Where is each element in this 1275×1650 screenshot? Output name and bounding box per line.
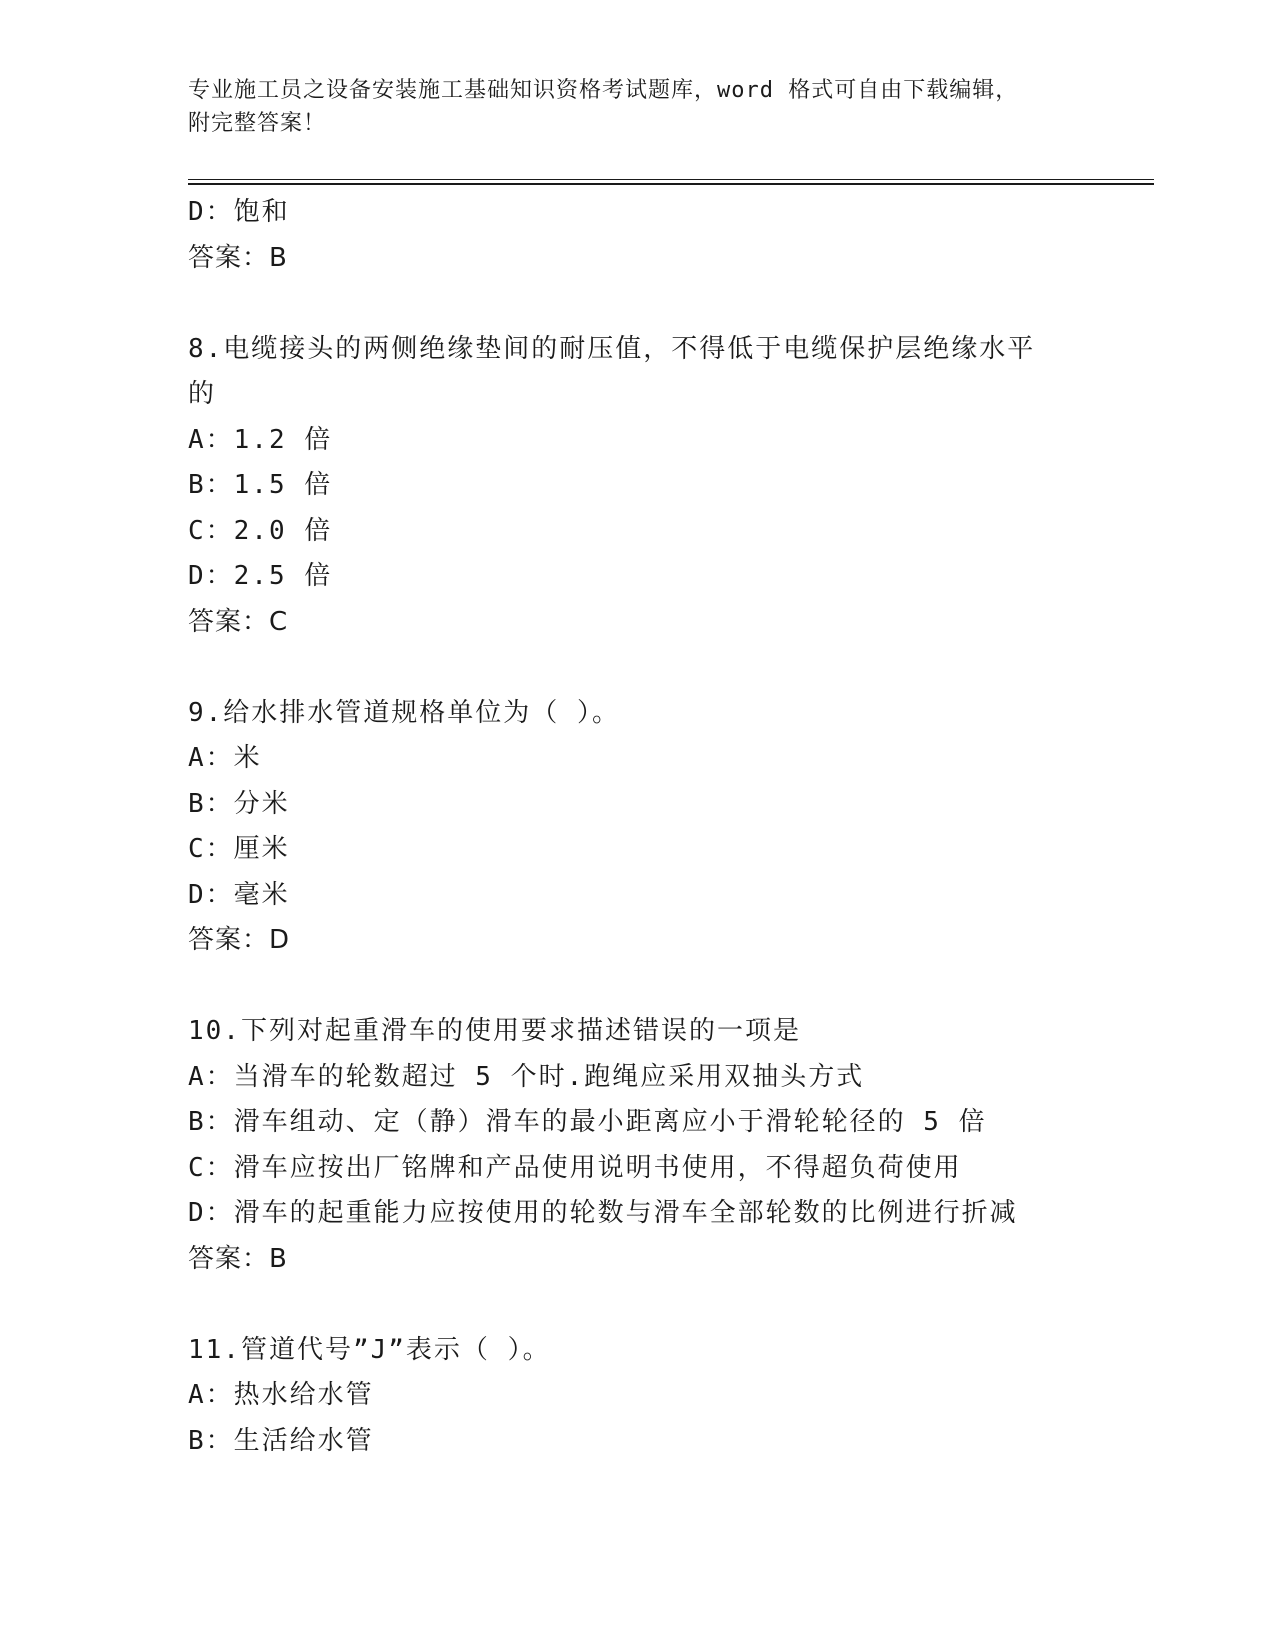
- spacer: [188, 645, 1088, 691]
- option-d: D：毫米: [188, 879, 290, 910]
- question-8: [188, 327, 1088, 646]
- previous-question: [188, 190, 1088, 281]
- question-list: [188, 190, 1088, 1464]
- header-divider-top: [188, 179, 1154, 180]
- question-stem: 8.电缆接头的两侧绝缘垫间的耐压值，不得低于电缆保护层绝缘水平: [188, 333, 1036, 364]
- question-9: [188, 691, 1088, 964]
- option-c: C：滑车应按出厂铭牌和产品使用说明书使用，不得超负荷使用: [188, 1152, 962, 1183]
- option-b: B：生活给水管: [188, 1425, 374, 1456]
- header-divider-bottom: [188, 183, 1154, 185]
- option-a: A：当滑车的轮数超过 5 个时.跑绳应采用双抽头方式: [188, 1061, 865, 1092]
- question-stem: 9.给水排水管道规格单位为（ ）。: [188, 697, 620, 728]
- question-10: [188, 1009, 1088, 1282]
- answer-line: 答案：C: [188, 606, 289, 637]
- answer-line: 答案：D: [188, 925, 291, 955]
- option-a: A：热水给水管: [188, 1380, 374, 1410]
- option-d: D：饱和: [188, 197, 290, 227]
- option-c: C：2.0 倍: [188, 515, 333, 546]
- header-line-1: 专业施工员之设备安装施工基础知识资格考试题库，word 格式可自由下载编辑，: [188, 78, 1019, 103]
- document-header: [188, 74, 1068, 140]
- option-b: B：1.5 倍: [188, 470, 333, 500]
- spacer: [188, 281, 1088, 327]
- option-a: A：米: [188, 743, 262, 773]
- option-d: D：滑车的起重能力应按使用的轮数与滑车全部轮数的比例进行折减: [188, 1198, 1018, 1228]
- answer-line: 答案：B: [188, 1243, 288, 1274]
- option-a: A：1.2 倍: [188, 424, 333, 455]
- option-b: B：分米: [188, 788, 290, 819]
- answer-line: 答案：B: [188, 242, 288, 273]
- question-stem-continued: 的: [188, 379, 217, 409]
- spacer: [188, 1282, 1088, 1328]
- option-b: B：滑车组动、定（静）滑车的最小距离应小于滑轮轮径的 5 倍: [188, 1107, 987, 1137]
- header-line-2: 附完整答案！: [188, 111, 327, 136]
- spacer: [188, 964, 1088, 1010]
- option-d: D：2.5 倍: [188, 561, 333, 591]
- question-stem: 10.下列对起重滑车的使用要求描述错误的一项是: [188, 1016, 801, 1046]
- option-c: C：厘米: [188, 834, 290, 864]
- question-11: [188, 1328, 1088, 1465]
- question-stem: 11.管道代号”J”表示（ ）。: [188, 1334, 551, 1365]
